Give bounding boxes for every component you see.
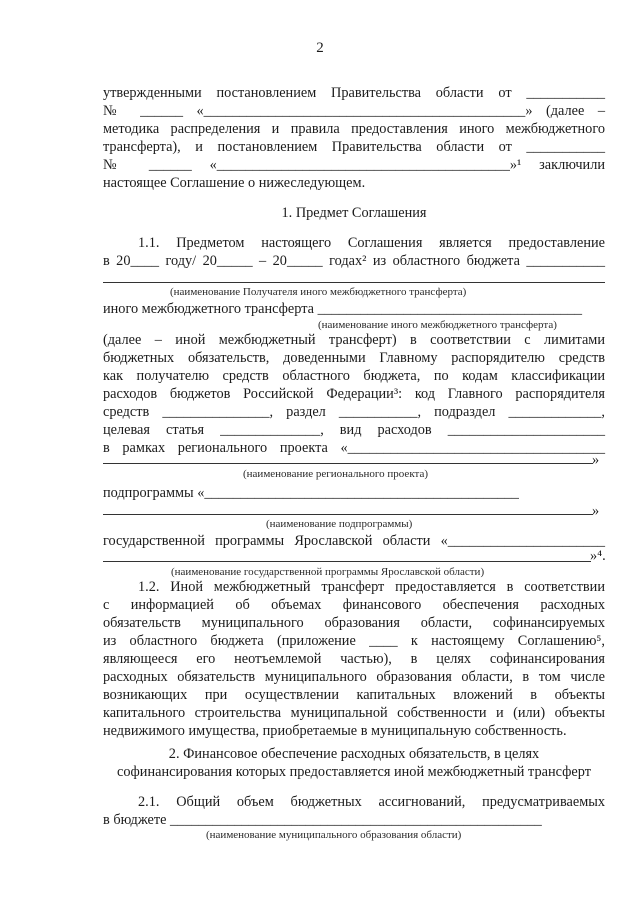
intro-line-4: трансферта), и постановлением Правительства области от ___________ (103, 139, 605, 155)
clause-1-1-body-2: бюджетных обязательств, доведенными Главному распорядителю средств (103, 350, 605, 366)
caption-recipient: (наименование Получателя иного межбюджетного трансферта) (170, 286, 467, 298)
clause-2-1-line-2: в бюджете ____________________________________________________ (103, 812, 542, 828)
subprogram-line: подпрограммы «____________________________________________ (103, 485, 519, 501)
clause-1-2-line-5: являющееся его неотъемлемой частью), в целях софинансирования (103, 651, 605, 667)
section-1-title: 1. Предмет Соглашения (281, 205, 427, 221)
caption-subprogram: (наименование подпрограммы) (266, 518, 413, 530)
intro-line-1: утвержденными постановлением Правительства области от ___________ (103, 85, 605, 101)
caption-regional-project: (наименование регионального проекта) (243, 468, 429, 480)
clause-1-2-line-8: капитального строительства муниципальной собственности и (или) объекты (103, 705, 605, 721)
clause-2-1-line-1: 2.1. Общий объем бюджетных ассигнований, предусматриваемых (138, 794, 605, 810)
caption-transfer: (наименование иного межбюджетного трансферта) (318, 319, 557, 331)
clause-1-1-line-2: в 20____ году/ 20_____ – 20_____ годах² из областного бюджета ___________ (103, 253, 605, 269)
section-2-title-line-1: 2. Финансовое обеспечение расходных обязательств, в целях (168, 746, 540, 762)
quote-end-regional: » (592, 452, 600, 468)
intro-line-3: методика распределения и правила предоставления иного межбюджетного (103, 121, 605, 137)
clause-1-1-body-6: целевая статья ______________, вид расходов ______________________ (103, 422, 605, 438)
clause-1-2-line-2: с информацией об объемах финансового обеспечения расходных (103, 597, 605, 613)
intro-line-6: настоящее Соглашение о нижеследующем. (103, 175, 366, 191)
clause-1-2-line-6: расходных обязательств муниципального образования области, в том числе (103, 669, 605, 685)
clause-1-2-line-4: из областного бюджета (приложение ____ к настоящему Соглашению⁵, (103, 633, 605, 649)
clause-1-2-line-9: недвижимого имущества, приобретаемые в муниципальную собственность. (103, 723, 567, 739)
transfer-line: иного межбюджетного трансферта _____________________________________ (103, 301, 583, 317)
clause-1-1-body-4: расходов бюджетов Российской Федерации³: код Главного распорядителя (103, 386, 605, 402)
intro-line-5: № ______ «_________________________________________»¹ заключили (103, 157, 605, 173)
clause-1-1-body-1: (далее – иной межбюджетный трансферт) в соответствии с лимитами (103, 332, 605, 348)
clause-1-2-line-7: возникающих при осуществлении капитальных вложений в объекты (103, 687, 605, 703)
blank-rule-state-program (103, 561, 591, 562)
clause-1-1-body-3: как получателю средств областного бюджета, по кодам классификации (103, 368, 605, 384)
blank-rule-subprogram (103, 514, 593, 515)
clause-1-1-line-1: 1.1. Предметом настоящего Соглашения является предоставление (138, 235, 605, 251)
quote-end-subprogram: » (592, 503, 600, 519)
page-number: 2 (316, 40, 324, 56)
section-2-title-line-2: софинансирования которых предоставляется иной межбюджетный трансферт (117, 764, 591, 780)
blank-rule-regional (103, 463, 593, 464)
caption-municipal: (наименование муниципального образования области) (206, 829, 462, 841)
blank-rule-recipient (103, 282, 605, 283)
caption-state-program: (наименование государственной программы Ярославской области) (171, 566, 485, 578)
clause-1-2-line-3: обязательств муниципального образования области, софинансируемых (103, 615, 605, 631)
intro-line-2: № ______ «_____________________________________________» (далее – (103, 103, 605, 119)
clause-1-1-body-5: средств _______________, раздел ___________, подраздел _____________, (103, 404, 605, 420)
state-program-line: государственной программы Ярославской области «______________________ (103, 533, 605, 549)
quote-end-state-program: »⁴. (590, 548, 606, 564)
clause-1-2-line-1: 1.2. Иной межбюджетный трансферт предоставляется в соответствии (138, 579, 605, 595)
clause-1-1-body-7: в рамках регионального проекта «____________________________________ (103, 440, 605, 456)
